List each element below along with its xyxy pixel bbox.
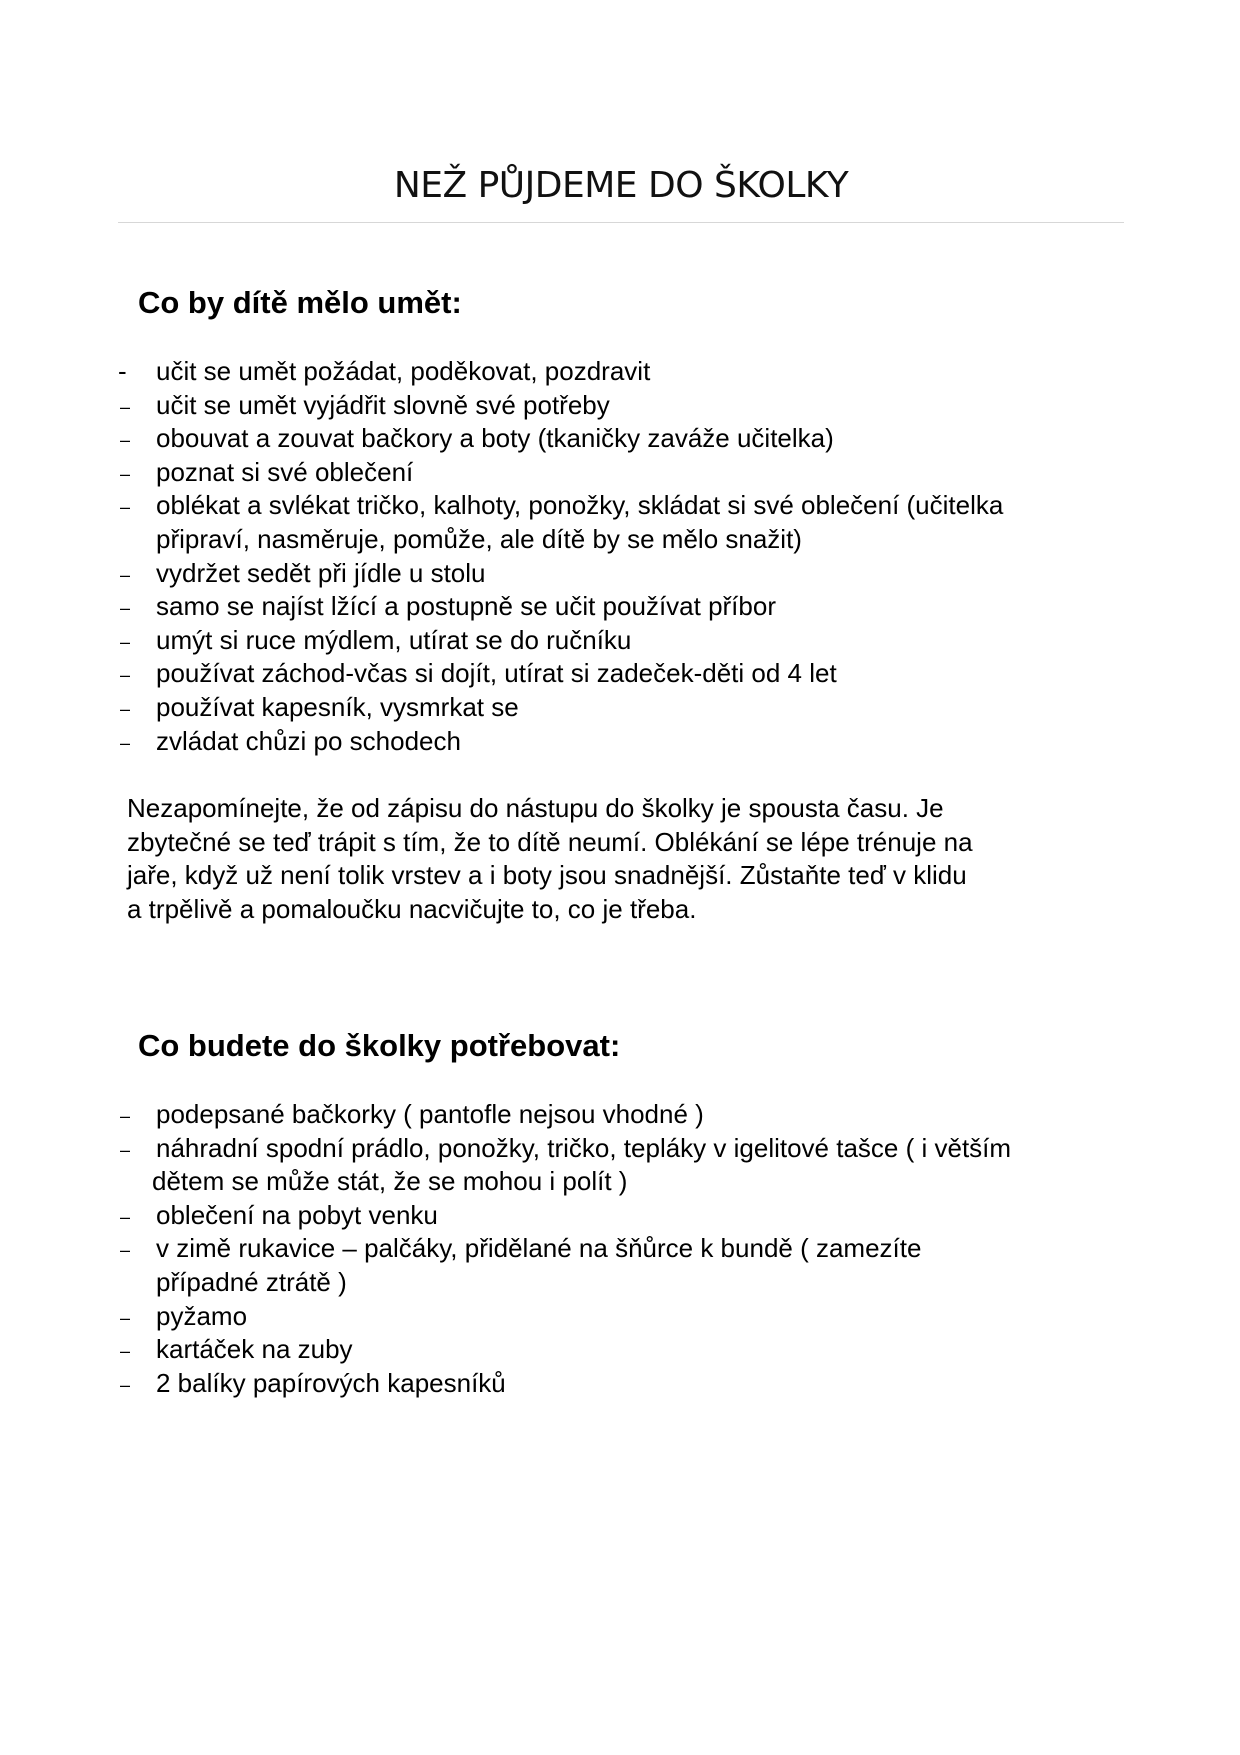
- list-item-text: obouvat a zouvat bačkory a boty (tkaničky zaváže učitelka): [156, 423, 834, 454]
- bullet-dash: –: [120, 463, 131, 484]
- list-item: [118, 456, 1128, 490]
- list-item-text: oblečení na pobyt venku: [156, 1199, 438, 1230]
- bullet-dash: –: [120, 598, 131, 619]
- list-item: [118, 725, 1128, 759]
- list-item: [118, 489, 1128, 556]
- bullet-dash: –: [120, 1374, 131, 1395]
- list-item: [118, 1132, 1128, 1199]
- bullet-dash: –: [120, 1307, 131, 1328]
- note-line: jaře, když už není tolik vrstev a i boty jsou snadnější. Zůstaňte teď v klidu: [127, 860, 967, 891]
- title-divider: [118, 222, 1124, 223]
- list-item-text: umýt si ruce mýdlem, utírat se do ručníku: [156, 624, 632, 655]
- list-item-text: samo se najíst lžící a postupně se učit používat příbor: [156, 591, 776, 622]
- list-item-text: učit se umět požádat, poděkovat, pozdravit: [156, 356, 651, 386]
- list-item: [118, 1333, 1128, 1367]
- list-item: [118, 355, 1128, 389]
- list-item-text: pyžamo: [156, 1300, 248, 1331]
- note-line: Nezapomínejte, že od zápisu do nástupu do školky je spousta času. Je: [127, 793, 944, 823]
- note-line: zbytečné se teď trápit s tím, že to dítě neumí. Oblékání se lépe trénuje na: [127, 826, 973, 857]
- list-item: [118, 657, 1128, 691]
- list-item-text: kartáček na zuby: [156, 1334, 353, 1365]
- bullet-dash: –: [120, 1106, 131, 1126]
- list-item: [118, 1098, 1128, 1132]
- bullet-dash: –: [120, 698, 131, 719]
- note-line: a trpělivě a pomaloučku nacvičujte to, co je třeba.: [127, 893, 697, 924]
- list-item-text: používat záchod-včas si dojít, utírat si zadeček-děti od 4 let: [156, 658, 837, 689]
- supplies-heading: Co budete do školky potřebovat:: [138, 1028, 621, 1063]
- skills-list: [118, 355, 1128, 758]
- bullet-dash: –: [120, 396, 131, 417]
- list-item-text: v zimě rukavice – palčáky, přidělané na šňůrce k bundě ( zamezíte: [156, 1233, 922, 1264]
- bullet-dash: –: [120, 564, 131, 585]
- supplies-list: [118, 1098, 1128, 1400]
- list-item-text: poznat si své oblečení: [156, 456, 414, 487]
- list-item: [118, 1199, 1128, 1233]
- bullet-dash: –: [120, 1139, 131, 1160]
- list-item-text: vydržet sedět při jídle u stolu: [156, 557, 486, 588]
- list-item: [118, 1232, 1128, 1299]
- list-item: [118, 1367, 1128, 1401]
- bullet-dash: –: [120, 1206, 131, 1227]
- bullet-dash: –: [120, 631, 131, 652]
- list-item-text: 2 balíky papírových kapesníků: [156, 1367, 506, 1398]
- list-item: [118, 624, 1128, 658]
- list-item-text: dětem se může stát, že se mohou i polít ): [152, 1166, 628, 1197]
- bullet-dash: –: [120, 1341, 131, 1362]
- list-item-text: zvládat chůzi po schodech: [156, 725, 461, 756]
- skills-heading: Co by dítě mělo umět:: [138, 285, 462, 320]
- list-item-text: připraví, nasměruje, pomůže, ale dítě by se mělo snažit): [156, 523, 802, 554]
- bullet-dash: –: [120, 430, 131, 451]
- list-item: [118, 1300, 1128, 1334]
- list-item-text: případné ztrátě ): [156, 1266, 347, 1297]
- note-paragraph: [127, 792, 1117, 926]
- list-item-text: používat kapesník, vysmrkat se: [156, 691, 519, 722]
- list-item: [118, 691, 1128, 725]
- list-item-text: podepsané bačkorky ( pantofle nejsou vhodné ): [156, 1099, 704, 1129]
- page-title: NEŽ PŮJDEME DO ŠKOLKY: [393, 165, 849, 206]
- list-item-text: oblékat a svlékat tričko, kalhoty, ponožky, skládat si své oblečení (učitelka: [156, 490, 1004, 521]
- bullet-dash: –: [120, 1240, 131, 1261]
- bullet-dash: -: [118, 356, 127, 386]
- bullet-dash: –: [120, 665, 131, 686]
- bullet-dash: –: [120, 497, 131, 518]
- list-item: [118, 590, 1128, 624]
- list-item-text: učit se umět vyjádřit slovně své potřeby: [156, 389, 610, 420]
- bullet-dash: –: [120, 732, 131, 753]
- list-item: [118, 422, 1128, 456]
- list-item: [118, 389, 1128, 423]
- list-item: [118, 557, 1128, 591]
- list-item-text: náhradní spodní prádlo, ponožky, tričko, tepláky v igelitové tašce ( i větším: [156, 1132, 1012, 1163]
